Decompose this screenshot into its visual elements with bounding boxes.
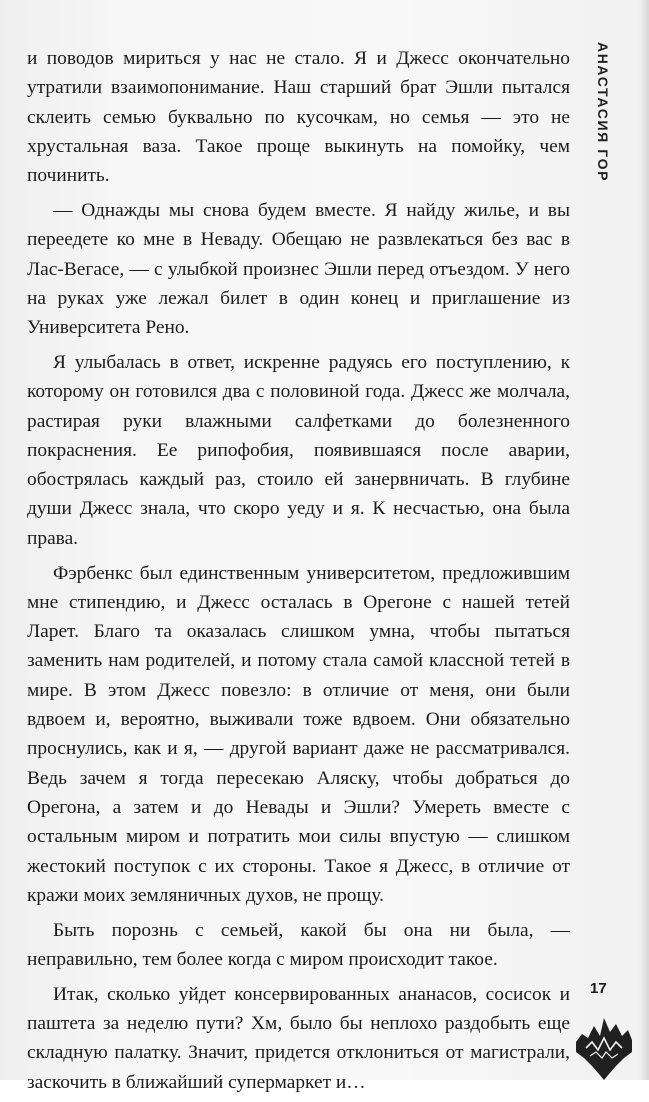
running-head-author: АНАСТАСИЯ ГОР	[595, 42, 611, 183]
paragraph-2: — Однажды мы снова будем вместе. Я найду жилье, и вы переедете ко мне в Неваду. Обещаю не развлекаться без вас в Лас-Вегасе, — с улыбкой произнес Эшли перед отъездом. У него на руках уже лежал билет в один конец и приглашение из Университета Рено.	[27, 199, 570, 339]
paragraph-1: и поводов мириться у нас не стало. Я и Джесс окончательно утратили взаимопонимание. Наш старший брат Эшли пытался склеить семью буквально по кусочкам, но семья — это не хрустальная ваза. Такое проще выкинуть на помойку, чем починить.	[27, 48, 570, 187]
paragraph-3: Я улыбалась в ответ, искренне радуясь его поступлению, к которому он готовился два с половиной года. Джесс же молчала, растирая руки влажными салфетками до болезненного покраснения. Ее рипофобия, появившаяся после аварии, обострялась каждый раз, стоило ей занервничать. В глубине души Джесс знала, что скоро уеду и я. К несчастью, она была права.	[27, 351, 570, 549]
page-number: 17	[590, 980, 607, 997]
body-text	[27, 44, 570, 1102]
paragraph-6: Итак, сколько уйдет консервированных ананасов, сосисок и паштета за неделю пути? Хм, было бы неплохо раздобыть еще складную палатку. Значит, придется отклониться от магистрали, заскочить в ближайший супермаркет и…	[27, 983, 570, 1093]
paragraph-5: Быть порознь с семьей, какой бы она ни была, — неправильно, тем более когда с миром происходит такое.	[27, 919, 570, 970]
paragraph-4: Фэрбенкс был единственным университетом, предложившим мне стипендию, и Джесс осталась в Орегоне с нашей тетей Ларет. Благо та оказалась слишком умна, чтобы пытаться заменить нам родителей, и потому стала самой классной тетей в мире. В этом Джесс повезло: в отличие от меня, они были вдвоем и, вероятно, выживали тоже вдвоем. Они обязательно проснулись, как и я, — другой вариант даже не рассматривался. Ведь зачем я тогда пересекаю Аляску, чтобы добраться до Орегона, а затем и до Невады и Эшли? Умереть вместе с остальным миром и потратить мои силы впустую — слишком жестокий поступок с их стороны. Такое я Джесс, в отличие от кражи моих земляничных духов, не прощу.	[27, 562, 570, 906]
mountain-emblem-icon	[576, 1008, 632, 1080]
page-edge-shadow	[639, 0, 649, 1080]
